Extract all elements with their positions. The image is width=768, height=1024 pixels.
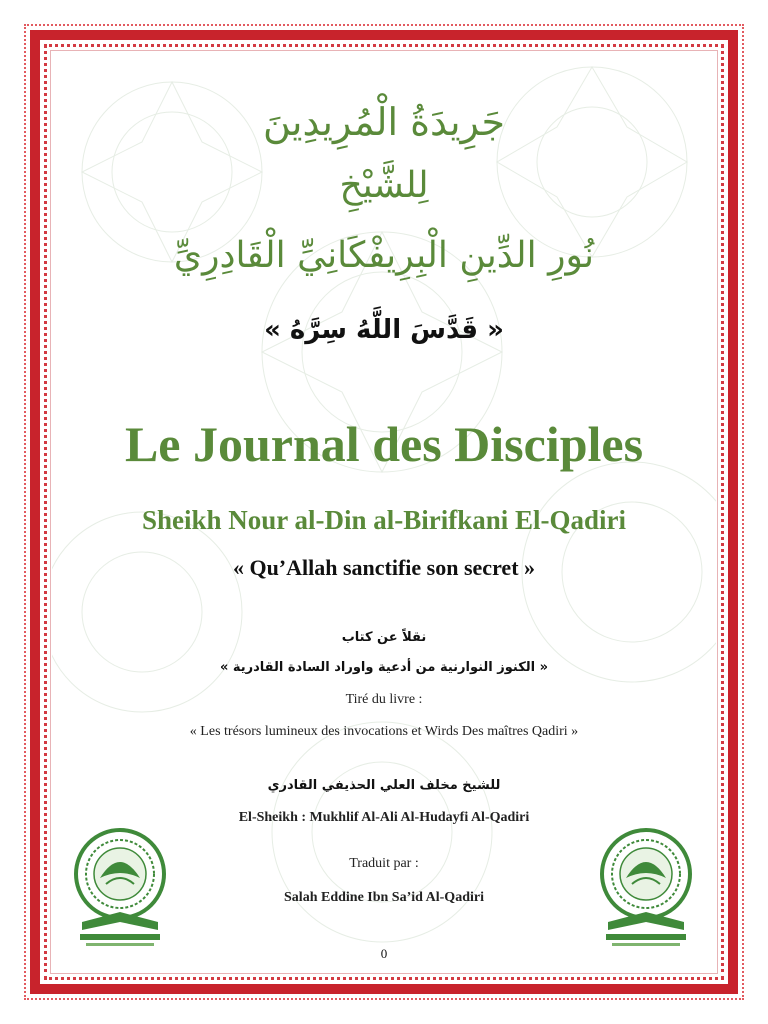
title-page bbox=[60, 60, 708, 964]
page-number: 0 bbox=[380, 946, 388, 961]
translator-name: Salah Eddine Ibn Sa’id Al-Qadiri bbox=[284, 890, 484, 905]
french-author-name: El-Sheikh : Mukhlif Al-Ali Al-Hudayfi Al-Qadiri bbox=[238, 810, 530, 825]
french-blessing: « Qu’Allah sanctifie son secret » bbox=[232, 555, 536, 580]
arabic-author-name: للشيخ مخلف العلي الحذيفي القادري bbox=[267, 778, 501, 793]
qadiriyya-emblem-icon bbox=[598, 826, 694, 950]
french-book-title: « Les trésors lumineux des invocations et Wirds Des maîtres Qadiri » bbox=[189, 724, 579, 739]
translator-label: Traduit par : bbox=[349, 856, 419, 871]
french-title: Le Journal des Disciples bbox=[124, 416, 644, 472]
qadiriyya-emblem-icon bbox=[72, 826, 168, 950]
arabic-blessing: « قَدَّسَ اللَّهُ سِرَّهُ » bbox=[264, 315, 504, 345]
arabic-title-line-3: نُورِ الدِّينِ الْبِرِيفْكَانِيِّ الْقَادِرِيِّ bbox=[173, 235, 595, 276]
arabic-book-title: « الكنوز النوارنية من أدعية واوراد السادة القادرية » bbox=[219, 660, 549, 675]
arabic-source-label: نقلاً عن كتاب bbox=[341, 630, 427, 645]
arabic-title-line-2: لِلشَّيْخِ bbox=[339, 165, 429, 206]
french-source-label: Tiré du livre : bbox=[345, 692, 423, 707]
arabic-title-line-1: جَرِيدَةُ الْمُرِيدِينَ bbox=[262, 100, 506, 144]
french-subtitle: Sheikh Nour al-Din al-Birifkani El-Qadiri bbox=[141, 505, 627, 535]
